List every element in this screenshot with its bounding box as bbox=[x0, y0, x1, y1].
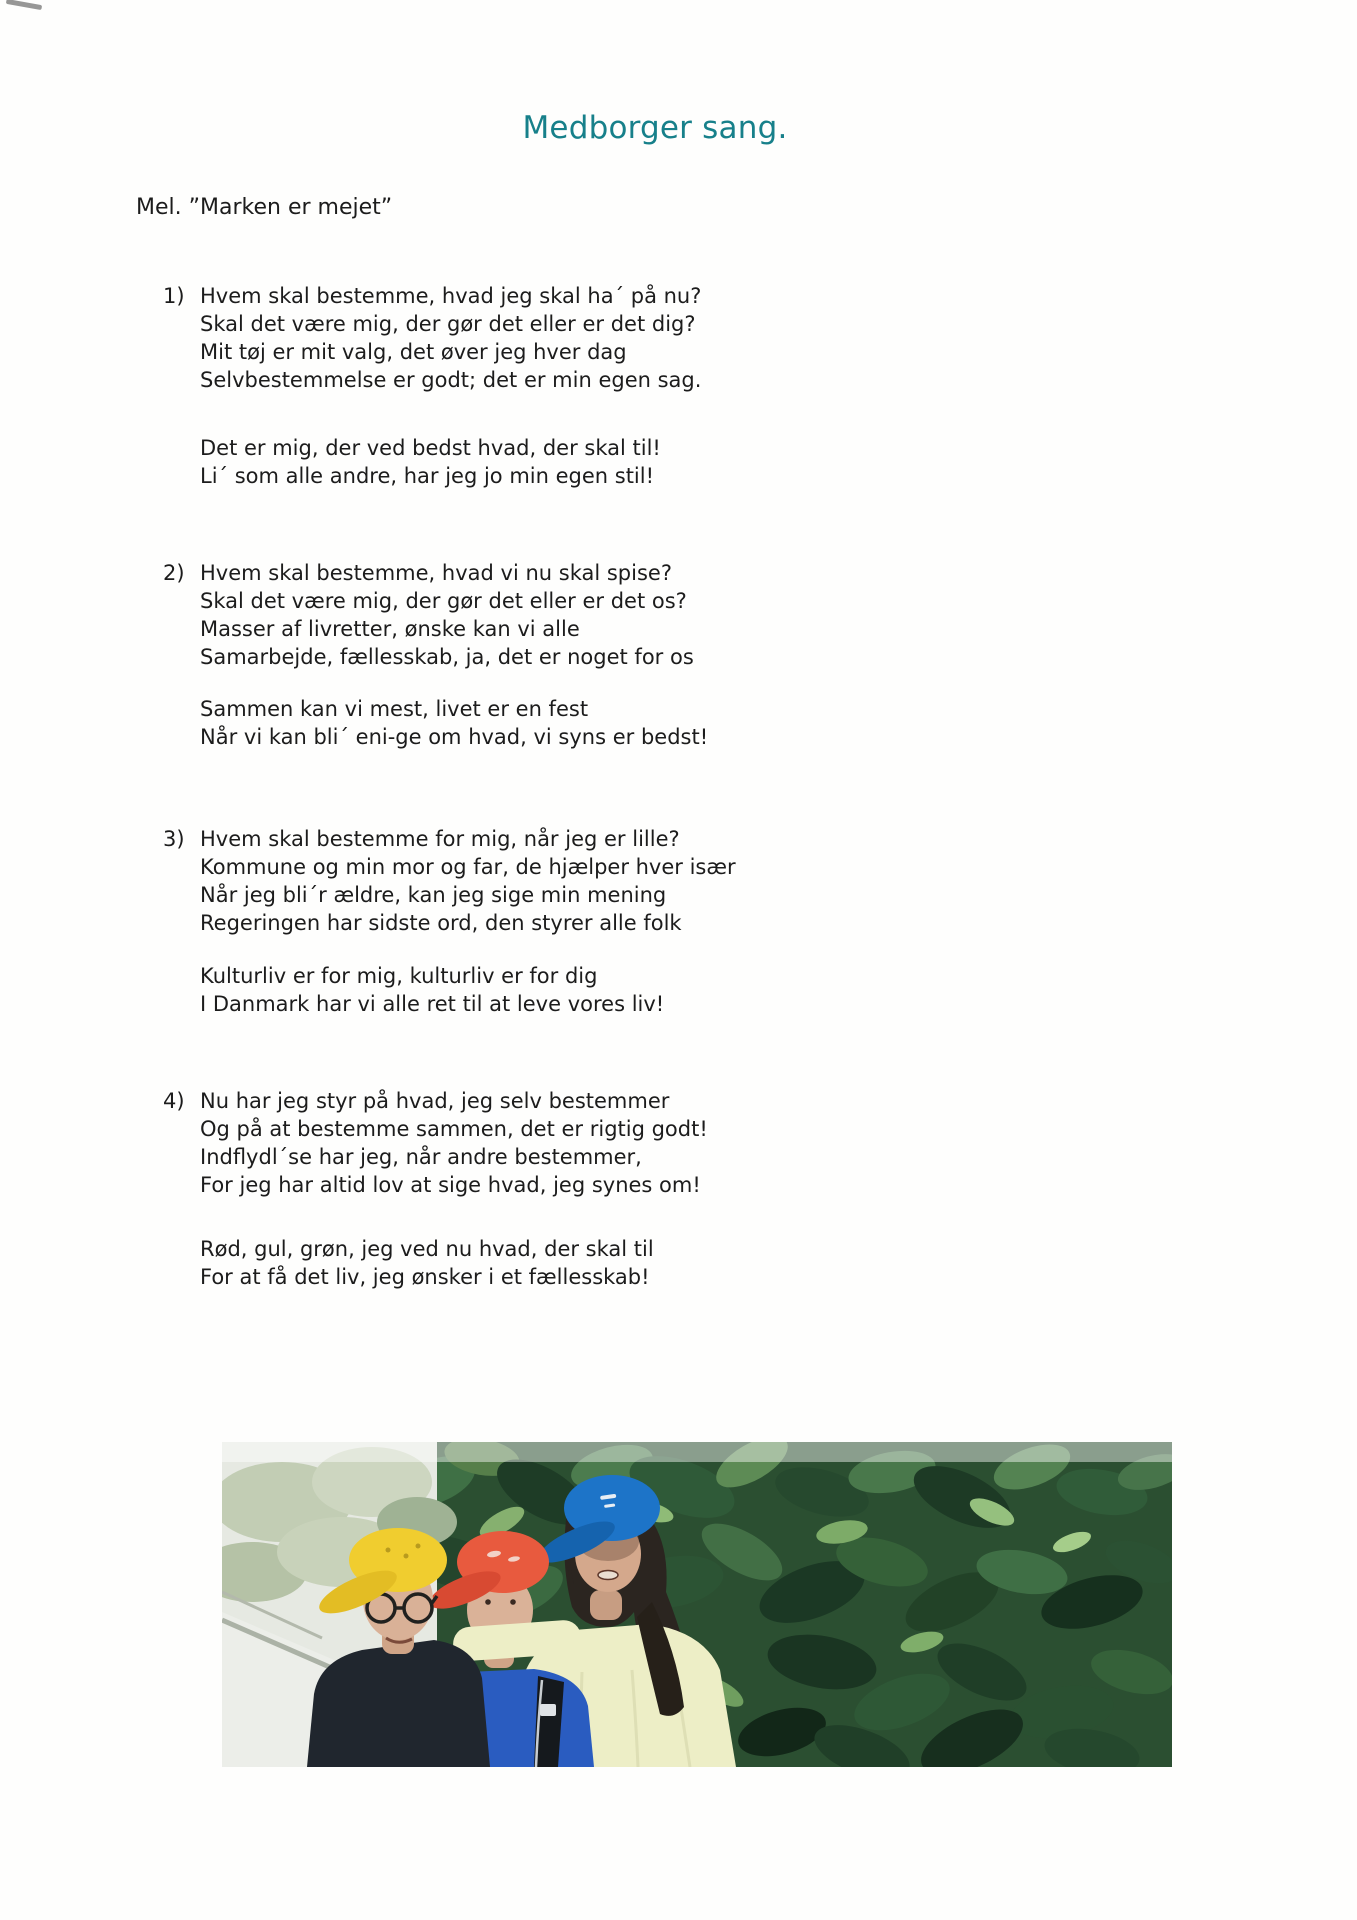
verse-number: 4) bbox=[163, 1089, 185, 1113]
lyric-line: Hvem skal bestemme for mig, når jeg er lille? bbox=[200, 827, 680, 851]
scan-artifact bbox=[6, 0, 42, 10]
lyric-line: Skal det være mig, der gør det eller er det dig? bbox=[200, 312, 696, 336]
lyric-line: Nu har jeg styr på hvad, jeg selv bestemmer bbox=[200, 1089, 670, 1113]
chorus-1 bbox=[200, 434, 661, 490]
lyric-line: Det er mig, der ved bedst hvad, der skal til! bbox=[200, 436, 661, 460]
chorus-3 bbox=[200, 962, 664, 1018]
lyric-line: Li´ som alle andre, har jeg jo min egen stil! bbox=[200, 464, 655, 488]
lyric-line: Selvbestemmelse er godt; det er min egen sag. bbox=[200, 368, 702, 392]
lyric-line: Skal det være mig, der gør det eller er det os? bbox=[200, 589, 687, 613]
verse-3 bbox=[163, 825, 736, 937]
photo-illustration bbox=[222, 1442, 1172, 1767]
verse-1 bbox=[163, 282, 701, 394]
lyric-line: For at få det liv, jeg ønsker i et fællesskab! bbox=[200, 1265, 650, 1289]
page-title: Medborger sang. bbox=[522, 110, 788, 146]
lyric-line: I Danmark har vi alle ret til at leve vores liv! bbox=[200, 992, 665, 1016]
melody-line: Mel. ”Marken er mejet” bbox=[136, 195, 393, 220]
verse-2 bbox=[163, 559, 694, 671]
verse-number: 1) bbox=[163, 284, 185, 308]
lyric-line: Hvem skal bestemme, hvad jeg skal ha´ på nu? bbox=[200, 284, 702, 308]
lyric-line: Indflydl´se har jeg, når andre bestemmer, bbox=[200, 1145, 642, 1169]
lyric-line: Rød, gul, grøn, jeg ved nu hvad, der skal til bbox=[200, 1237, 654, 1261]
lyric-line: Mit tøj er mit valg, det øver jeg hver dag bbox=[200, 340, 627, 364]
photo-three-children bbox=[222, 1442, 1172, 1767]
lyric-line: Hvem skal bestemme, hvad vi nu skal spise? bbox=[200, 561, 672, 585]
lyric-line: Kulturliv er for mig, kulturliv er for dig bbox=[200, 964, 598, 988]
lyric-line: Samarbejde, fællesskab, ja, det er noget for os bbox=[200, 645, 694, 669]
lyric-line: Kommune og min mor og far, de hjælper hver især bbox=[200, 855, 736, 879]
lyric-line: Masser af livretter, ønske kan vi alle bbox=[200, 617, 580, 641]
lyric-line: Regeringen har sidste ord, den styrer alle folk bbox=[200, 911, 682, 935]
verse-number: 2) bbox=[163, 561, 185, 585]
lyric-line: For jeg har altid lov at sige hvad, jeg synes om! bbox=[200, 1173, 701, 1197]
lyric-line: Når vi kan bli´ eni-ge om hvad, vi syns er bedst! bbox=[200, 725, 709, 749]
verse-4 bbox=[163, 1087, 708, 1199]
chorus-4 bbox=[200, 1235, 654, 1291]
lyric-line: Og på at bestemme sammen, det er rigtig godt! bbox=[200, 1117, 708, 1141]
chorus-2 bbox=[200, 695, 708, 751]
scan-fade bbox=[222, 1442, 1172, 1462]
lyric-line: Sammen kan vi mest, livet er en fest bbox=[200, 697, 589, 721]
verse-number: 3) bbox=[163, 827, 185, 851]
lyric-line: Når jeg bli´r ældre, kan jeg sige min mening bbox=[200, 883, 667, 907]
